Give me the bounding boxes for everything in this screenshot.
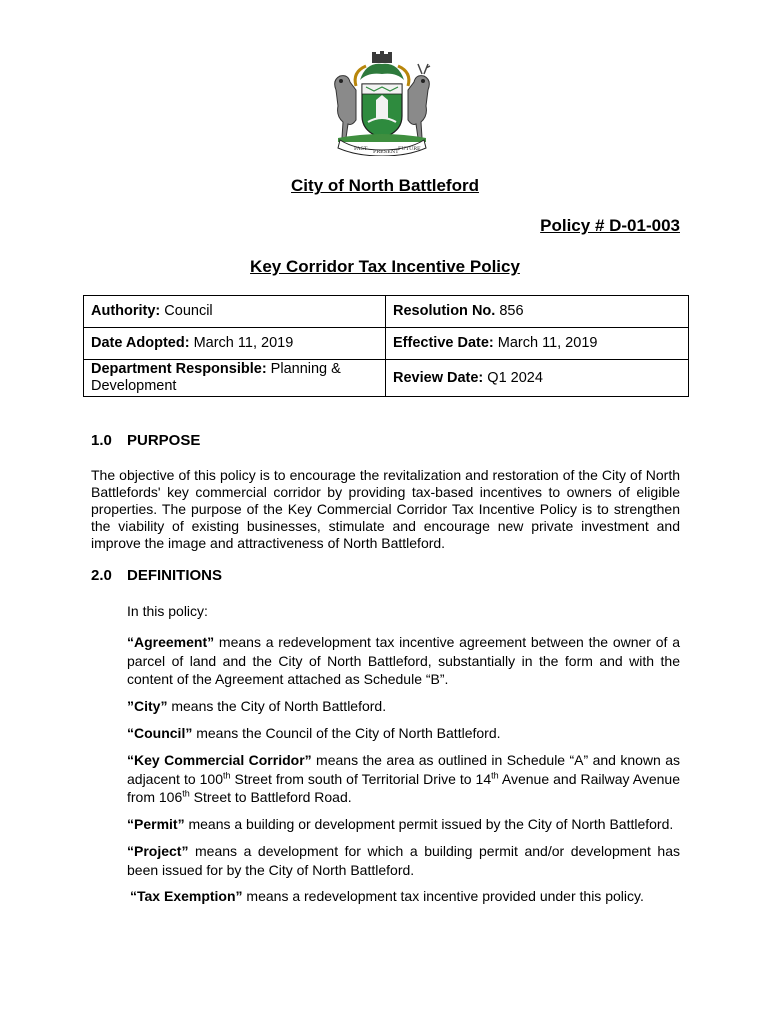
ordinal-suffix: th [223, 769, 231, 780]
crest-banner-word-3: FUTURE [398, 146, 421, 152]
resolution-label: Resolution No. [393, 303, 496, 319]
definition-key-commercial-corridor [127, 751, 680, 807]
policy-title: Key Corridor Tax Incentive Policy [250, 257, 520, 276]
effective-date-label: Effective Date: [393, 335, 494, 351]
authority-cell [84, 296, 386, 328]
table-row [84, 328, 689, 360]
definitions-number: 2.0 [91, 567, 112, 584]
definition-tax-exemption [130, 887, 683, 906]
definition-city [127, 697, 680, 716]
city-crest-logo [326, 50, 438, 156]
definition-term: “Permit” [127, 816, 185, 832]
resolution-cell [386, 296, 689, 328]
definitions-heading [91, 567, 222, 584]
ordinal-suffix: th [182, 788, 190, 799]
review-date-value: Q1 2024 [483, 369, 543, 386]
definition-term: ”City” [127, 698, 168, 714]
definitions-intro: In this policy: [127, 603, 208, 619]
organization-title: City of North Battleford [291, 176, 479, 195]
review-date-cell [386, 360, 689, 397]
definition-term: “Project” [127, 843, 189, 859]
resolution-value: 856 [495, 303, 524, 319]
definition-agreement [127, 633, 680, 689]
definition-project [127, 842, 680, 879]
definition-term: “Key Commercial Corridor” [127, 752, 312, 768]
definition-text: means the area as outlined in Schedule “A” and known as adjacent to 100 [127, 752, 680, 787]
definition-text: means a development for which a building permit and/or development has been issued for by the City of North Battleford. [127, 843, 680, 878]
authority-value: Council [160, 303, 213, 319]
definition-text: Street from south of Territorial Drive to 14 [230, 770, 492, 787]
effective-date-cell [386, 328, 689, 360]
definition-term: “Council” [127, 725, 193, 741]
authority-label: Authority: [91, 303, 161, 319]
definition-term: “Agreement” [127, 634, 215, 650]
definition-text: means a building or development permit issued by the City of North Battleford. [184, 816, 674, 832]
purpose-heading-text: PURPOSE [127, 432, 201, 449]
definition-permit [127, 815, 680, 834]
policy-number: Policy # D-01-003 [540, 216, 680, 235]
definitions-heading-text: DEFINITIONS [127, 567, 223, 584]
definition-text: means the Council of the City of North Battleford. [192, 725, 501, 741]
date-adopted-cell [84, 328, 386, 360]
effective-date-value: March 11, 2019 [493, 335, 598, 351]
policy-metadata-table [83, 295, 689, 397]
definition-text: means a redevelopment tax incentive provided under this policy. [242, 888, 644, 904]
definition-text: means the City of North Battleford. [167, 698, 387, 714]
definition-text: Street to Battleford Road. [189, 789, 352, 805]
purpose-number: 1.0 [91, 432, 112, 449]
table-row [84, 296, 689, 328]
definition-text: Avenue and Railway Avenue from 106 [127, 770, 680, 805]
definition-council [127, 724, 680, 743]
table-row [84, 360, 689, 397]
purpose-heading [91, 432, 200, 449]
definition-term: “Tax Exemption” [130, 888, 243, 904]
crest-banner-word-2: PRESENT [373, 149, 399, 155]
review-date-label: Review Date: [393, 369, 484, 386]
date-adopted-value: March 11, 2019 [189, 335, 294, 351]
crest-banner-word-1: PAST [354, 146, 368, 152]
definition-text: means a redevelopment tax incentive agreement between the owner of a parcel of land and the City of North Battleford, substantially in the form and with the content of the Agreement attached as Schedule “B”. [127, 634, 680, 687]
ordinal-suffix: th [491, 769, 499, 780]
department-label: Department Responsible: [91, 361, 267, 377]
purpose-paragraph: The objective of this policy is to encourage the revitalization and restoration of the City of North Battlefords' key commercial corridor by providing tax-based incentives to owners of eligible properties. The purpose of the Key Commercial Corridor Tax Incentive Policy is to strengthen the viability of existing businesses, stimulate and encourage new private investment and improve the image and attractiveness of North Battleford. [91, 467, 680, 551]
department-value: Planning & Development [91, 361, 341, 394]
date-adopted-label: Date Adopted: [91, 335, 190, 351]
department-cell [84, 360, 386, 397]
